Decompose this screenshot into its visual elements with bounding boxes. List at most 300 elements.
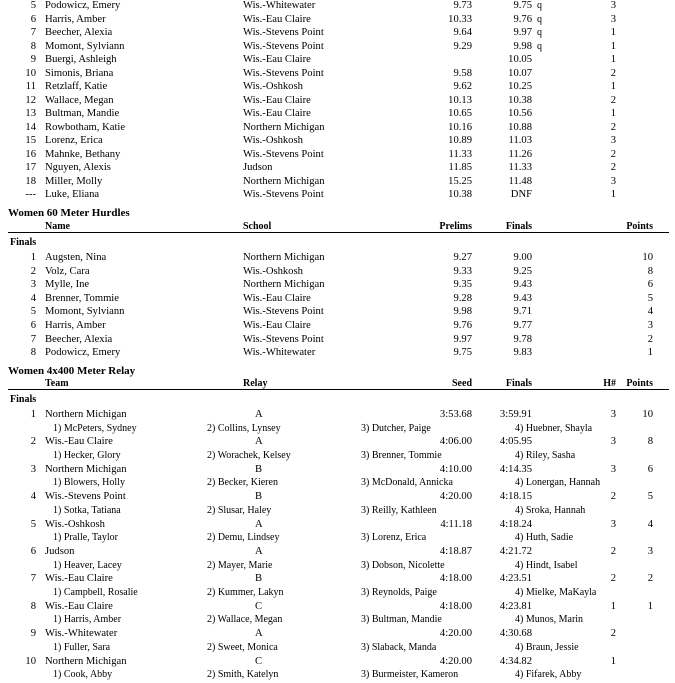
header-finals: Finals (505, 378, 532, 389)
heat-number: 2 (610, 67, 616, 79)
relay-member: 3) Dutcher, Paige (361, 422, 431, 434)
school: Wis.-Oshkosh (243, 135, 303, 146)
relay-member: 1) Sotka, Tatiana (53, 504, 121, 516)
header-seed: Seed (452, 378, 472, 389)
points: 6 (647, 279, 653, 291)
relay-member: 3) Bultman, Mandie (361, 614, 442, 626)
relay-member: 1) Hecker, Glory (53, 449, 121, 461)
qualifier-mark: q (537, 40, 542, 52)
athlete-name: Simonis, Briana (45, 67, 114, 79)
team-name: Northern Michigan (45, 409, 127, 420)
relay-member: 2) Kummer, Lakyn (207, 586, 284, 598)
prelim-time: 10.65 (448, 108, 472, 119)
final-time: 9.98 (513, 40, 532, 52)
school: Northern Michigan (243, 175, 325, 187)
final-time: 4:14.35 (499, 463, 532, 475)
relay-member: 1) Cook, Abby (53, 669, 113, 681)
relay-member: 4) Lonergan, Hannah (515, 477, 601, 489)
relay-member: 2) Sweet, Monica (207, 641, 278, 653)
qualifier-mark: q (537, 27, 542, 38)
points: 10 (642, 409, 653, 420)
athlete-name: Beecher, Alexia (45, 27, 113, 38)
heat-number: 2 (610, 546, 616, 557)
athlete-name: Buergi, Ashleigh (45, 54, 117, 65)
place: 1 (30, 409, 36, 420)
result-row (0, 292, 675, 305)
final-time: 4:23.81 (499, 600, 532, 612)
final-time: 4:23.51 (499, 573, 532, 585)
final-time: 9.78 (513, 333, 532, 345)
final-time: 10.88 (508, 121, 532, 133)
relay-row (0, 627, 675, 640)
heat-number: 3 (610, 463, 616, 475)
prelim-time: 9.75 (453, 347, 472, 359)
header-heat: H# (603, 378, 616, 389)
athlete-name: Brenner, Tommie (45, 292, 119, 304)
school: Wis.-Stevens Point (243, 67, 324, 79)
place: 3 (30, 463, 36, 475)
relay-member: 2) Worachek, Kelsey (207, 449, 291, 461)
relay-members-row (0, 559, 675, 572)
relay-row (0, 600, 675, 613)
result-row (0, 134, 675, 147)
final-time: DNF (510, 189, 532, 200)
heat-number: 3 (610, 175, 616, 187)
result-row (0, 251, 675, 264)
place: 5 (30, 306, 36, 318)
place: 16 (25, 148, 36, 160)
points: 4 (647, 306, 653, 318)
relay-title: Women 4x400 Meter Relay (8, 365, 136, 377)
prelim-time: 10.89 (448, 135, 472, 146)
final-time: 10.38 (508, 94, 532, 106)
heat-number: 2 (610, 628, 616, 640)
school: Wis.-Eau Claire (243, 54, 311, 65)
relay-member: 1) Pralle, Taylor (53, 532, 118, 544)
school: Wis.-Eau Claire (243, 292, 311, 304)
relay-member: 3) Lorenz, Erica (361, 532, 427, 544)
team-name: Wis.-Eau Claire (45, 600, 113, 612)
final-time: 9.00 (513, 252, 532, 263)
heat-number: 3 (610, 0, 616, 11)
relay-member: 3) Dobson, Nicolette (361, 559, 445, 571)
school: Wis.-Stevens Point (243, 148, 324, 160)
school: Northern Michigan (243, 252, 325, 263)
place: 9 (30, 628, 36, 640)
header-points: Points (626, 378, 653, 389)
relay-member: 3) McDonald, Annicka (361, 477, 453, 489)
relay-member: 2) Mayer, Marie (207, 559, 273, 571)
school: Wis.-Stevens Point (243, 189, 324, 200)
heat-number: 1 (610, 189, 616, 200)
points: 5 (647, 491, 653, 503)
final-time: 4:30.68 (499, 628, 532, 640)
school: Judson (243, 162, 273, 173)
relay-member: 4) Braun, Jessie (515, 641, 579, 653)
relay-row (0, 408, 675, 421)
school: Wis.-Whitewater (243, 0, 316, 11)
relay-members-row (0, 449, 675, 462)
athlete-name: Mahnke, Bethany (45, 148, 121, 160)
athlete-name: Rowbotham, Katie (45, 121, 126, 133)
points: 1 (647, 347, 653, 359)
athlete-name: Nguyen, Alexis (45, 162, 111, 173)
heat-number: 2 (610, 148, 616, 160)
final-time: 10.07 (508, 67, 532, 79)
final-time: 4:34.82 (499, 655, 532, 667)
relay-members-row (0, 422, 675, 435)
points: 10 (642, 252, 653, 263)
final-time: 4:21.72 (499, 546, 532, 557)
seed-time: 4:20.00 (439, 655, 472, 667)
team-name: Judson (45, 546, 75, 557)
heat-number: 2 (610, 121, 616, 133)
place: 2 (30, 265, 36, 277)
seed-time: 3:53.68 (439, 409, 472, 420)
school: Wis.-Stevens Point (243, 40, 324, 52)
place: 6 (30, 320, 36, 331)
points: 2 (647, 333, 653, 345)
heat-number: 3 (610, 135, 616, 146)
final-time: 9.75 (513, 0, 532, 11)
prelim-time: 9.58 (453, 67, 472, 79)
seed-time: 4:20.00 (439, 628, 472, 640)
seed-time: 4:18.00 (439, 600, 472, 612)
header-points: Points (626, 221, 653, 232)
result-row (0, 175, 675, 188)
result-row (0, 148, 675, 161)
heat-number: 3 (610, 518, 616, 530)
team-name: Northern Michigan (45, 463, 127, 475)
team-name: Wis.-Oshkosh (45, 518, 105, 530)
relay-member: 4) Fifarek, Abby (515, 669, 582, 681)
final-time: 11.03 (508, 135, 532, 146)
prelim-time: 10.33 (448, 13, 472, 25)
points: 3 (647, 320, 653, 331)
heat-number: 1 (610, 655, 616, 667)
relay-member: 2) Becker, Kieren (207, 477, 278, 489)
relay-member: 4) Sroka, Hannah (515, 504, 586, 516)
heat-number: 1 (610, 40, 616, 52)
result-row (0, 67, 675, 80)
relay-letter: C (255, 600, 263, 612)
points: 2 (647, 573, 653, 585)
heat-number: 2 (610, 573, 616, 585)
relay-letter: A (255, 436, 263, 448)
header-underline (8, 232, 669, 233)
place: 6 (30, 13, 36, 25)
place: 7 (30, 27, 36, 38)
points: 3 (647, 546, 653, 557)
points: 8 (647, 265, 653, 277)
final-time: 9.77 (513, 320, 532, 331)
school: Wis.-Stevens Point (243, 27, 324, 38)
relay-member: 4) Munos, Marin (515, 614, 584, 626)
final-time: 9.71 (513, 306, 532, 318)
result-row (0, 346, 675, 359)
final-time: 4:05.95 (499, 436, 532, 448)
hurdles-title: Women 60 Meter Hurdles (8, 207, 130, 219)
final-time: 10.56 (508, 108, 532, 119)
relay-member: 1) Heaver, Lacey (53, 559, 122, 571)
result-row (0, 265, 675, 278)
relay-members-row (0, 668, 675, 681)
relay-members-row (0, 586, 675, 599)
place: 3 (30, 279, 36, 291)
team-name: Northern Michigan (45, 655, 127, 667)
points: 5 (647, 292, 653, 304)
school: Wis.-Stevens Point (243, 333, 324, 345)
result-row (0, 333, 675, 346)
relay-members-row (0, 476, 675, 489)
relay-letter: C (255, 655, 263, 667)
seed-time: 4:06.00 (439, 436, 472, 448)
athlete-name: Mylle, Ine (45, 279, 90, 291)
school: Wis.-Oshkosh (243, 265, 303, 277)
athlete-name: Luke, Eliana (45, 189, 100, 200)
result-row (0, 80, 675, 93)
place: 6 (30, 546, 36, 557)
relay-members-row (0, 641, 675, 654)
athlete-name: Podowicz, Emery (45, 0, 121, 11)
heat-number: 3 (610, 13, 616, 25)
relay-member: 2) Demu, Lindsey (207, 532, 280, 544)
heat-number: 3 (610, 436, 616, 448)
school: Northern Michigan (243, 279, 325, 291)
header-name: Name (45, 221, 70, 232)
place: 14 (25, 121, 36, 133)
seed-time: 4:11.18 (440, 518, 472, 530)
header-prelims: Prelims (439, 221, 472, 232)
relay-members-row (0, 613, 675, 626)
result-row (0, 94, 675, 107)
place: 5 (30, 0, 36, 11)
relay-letter: A (255, 546, 263, 557)
relay-row (0, 463, 675, 476)
result-row (0, 305, 675, 318)
final-time: 4:18.15 (499, 491, 532, 503)
place: 11 (25, 81, 36, 92)
prelim-time: 9.76 (453, 320, 472, 331)
header-team: Team (45, 378, 69, 389)
heat-number: 2 (610, 162, 616, 173)
relay-member: 1) McPeters, Sydney (53, 422, 137, 434)
seed-time: 4:10.00 (439, 463, 472, 475)
relay-member: 3) Reynolds, Paige (361, 586, 437, 598)
athlete-name: Wallace, Megan (45, 94, 114, 106)
relay-letter: A (255, 518, 263, 530)
prelim-time: 10.13 (448, 94, 472, 106)
seed-time: 4:18.00 (439, 573, 472, 585)
athlete-name: Podowicz, Emery (45, 347, 121, 359)
prelim-time: 10.38 (448, 189, 472, 200)
result-row (0, 40, 675, 53)
heat-number: 2 (610, 491, 616, 503)
prelim-time: 9.28 (453, 292, 472, 304)
place: --- (25, 189, 36, 200)
heat-number: 1 (610, 54, 616, 65)
hurdles-round-label: Finals (10, 237, 37, 248)
prelim-time: 9.97 (453, 333, 472, 345)
school: Wis.-Oshkosh (243, 81, 303, 92)
relay-member: 4) Mielke, MaKayla (515, 586, 597, 598)
header-underline (8, 389, 669, 390)
result-row (0, 188, 675, 201)
final-time: 4:18.24 (499, 518, 532, 530)
relay-member: 3) Brenner, Tommie (361, 449, 442, 461)
points: 8 (647, 436, 653, 448)
final-time: 9.25 (513, 265, 532, 277)
relay-member: 4) Huebner, Shayla (515, 422, 593, 434)
relay-member: 4) Riley, Sasha (515, 449, 576, 461)
relay-letter: A (255, 628, 263, 640)
header-finals: Finals (505, 221, 532, 232)
place: 4 (30, 292, 36, 304)
final-time: 11.26 (508, 148, 532, 160)
points: 4 (647, 518, 653, 530)
heat-number: 1 (610, 108, 616, 119)
place: 15 (25, 135, 36, 146)
relay-member: 3) Burmeister, Kameron (361, 669, 459, 681)
heat-number: 1 (610, 81, 616, 92)
prelim-time: 15.25 (448, 175, 472, 187)
team-name: Wis.-Eau Claire (45, 436, 113, 448)
athlete-name: Augsten, Nina (45, 252, 107, 263)
relay-round-label: Finals (10, 394, 37, 405)
final-time: 10.25 (508, 81, 532, 92)
school: Wis.-Eau Claire (243, 108, 311, 119)
result-row (0, 107, 675, 120)
place: 12 (25, 94, 36, 106)
relay-member: 3) Slaback, Manda (361, 641, 437, 653)
prelim-time: 9.64 (453, 27, 472, 38)
place: 18 (25, 175, 36, 187)
school: Wis.-Eau Claire (243, 13, 311, 25)
prelim-time: 9.27 (453, 252, 472, 263)
athlete-name: Momont, Sylviann (45, 306, 125, 318)
prelim-time: 9.35 (453, 279, 472, 291)
relay-member: 4) Huth, Sadie (515, 532, 574, 544)
heat-number: 1 (610, 27, 616, 38)
result-row (0, 161, 675, 174)
school: Wis.-Eau Claire (243, 94, 311, 106)
place: 10 (25, 67, 36, 79)
prelim-time: 9.73 (453, 0, 472, 11)
points: 1 (647, 600, 653, 612)
final-time: 11.33 (508, 162, 532, 173)
result-row (0, 13, 675, 26)
final-time: 9.97 (513, 27, 532, 38)
relay-letter: B (255, 491, 263, 503)
final-time: 10.05 (508, 54, 532, 65)
relay-letter: B (255, 573, 263, 585)
relay-members-row (0, 531, 675, 544)
relay-member: 1) Campbell, Rosalie (53, 586, 138, 598)
result-row (0, 278, 675, 291)
place: 9 (30, 54, 36, 65)
heat-number: 2 (610, 94, 616, 106)
hurdles-header-row (0, 220, 675, 234)
school: Northern Michigan (243, 121, 325, 133)
team-name: Wis.-Eau Claire (45, 573, 113, 585)
relay-member: 3) Reilly, Kathleen (361, 504, 437, 516)
place: 4 (30, 491, 36, 503)
athlete-name: Harris, Amber (45, 320, 106, 331)
athlete-name: Miller, Molly (45, 175, 103, 187)
prelim-time: 9.62 (453, 81, 472, 92)
relay-letter: A (255, 409, 263, 420)
place: 13 (25, 108, 36, 119)
final-time: 9.43 (513, 279, 532, 291)
result-row (0, 319, 675, 332)
athlete-name: Volz, Cara (45, 265, 90, 277)
place: 5 (30, 518, 36, 530)
place: 17 (25, 162, 36, 173)
heat-number: 1 (610, 600, 616, 612)
athlete-name: Bultman, Mandie (45, 108, 120, 119)
final-time: 3:59.91 (499, 409, 532, 420)
prelim-time: 9.33 (453, 265, 472, 277)
place: 8 (30, 40, 36, 52)
relay-letter: B (255, 463, 263, 475)
place: 7 (30, 333, 36, 345)
seed-time: 4:18.87 (439, 546, 472, 557)
relay-row (0, 518, 675, 531)
school: Wis.-Eau Claire (243, 320, 311, 331)
relay-member: 1) Blowers, Holly (53, 477, 125, 489)
place: 2 (30, 436, 36, 448)
place: 8 (30, 347, 36, 359)
relay-header-row (0, 377, 675, 391)
relay-member: 4) Hindt, Isabel (515, 559, 578, 571)
final-time: 9.76 (513, 13, 532, 25)
relay-row (0, 490, 675, 503)
header-school: School (243, 221, 272, 232)
place: 1 (30, 252, 36, 263)
relay-row (0, 572, 675, 585)
heat-number: 3 (610, 409, 616, 420)
athlete-name: Harris, Amber (45, 13, 106, 25)
final-time: 9.43 (513, 292, 532, 304)
result-row (0, 0, 675, 12)
qualifier-mark: q (537, 0, 542, 11)
relay-row (0, 435, 675, 448)
points: 6 (647, 463, 653, 475)
place: 7 (30, 573, 36, 585)
athlete-name: Momont, Sylviann (45, 40, 125, 52)
relay-member: 1) Fuller, Sara (53, 641, 111, 653)
result-row (0, 26, 675, 39)
team-name: Wis.-Whitewater (45, 628, 118, 640)
relay-members-row (0, 504, 675, 517)
final-time: 11.48 (508, 175, 532, 187)
athlete-name: Beecher, Alexia (45, 333, 113, 345)
athlete-name: Lorenz, Erica (45, 135, 103, 146)
prelim-time: 9.98 (453, 306, 472, 318)
relay-member: 2) Collins, Lynsey (207, 422, 281, 434)
prelim-time: 11.33 (448, 148, 472, 160)
place: 8 (30, 600, 36, 612)
header-relay: Relay (243, 378, 268, 389)
place: 10 (25, 655, 36, 667)
relay-member: 2) Slusar, Haley (207, 504, 272, 516)
relay-member: 2) Smith, Katelyn (207, 669, 279, 681)
relay-member: 2) Wallace, Megan (207, 614, 283, 626)
prelim-time: 9.29 (453, 40, 472, 52)
relay-row (0, 655, 675, 668)
relay-row (0, 545, 675, 558)
final-time: 9.83 (513, 347, 532, 359)
